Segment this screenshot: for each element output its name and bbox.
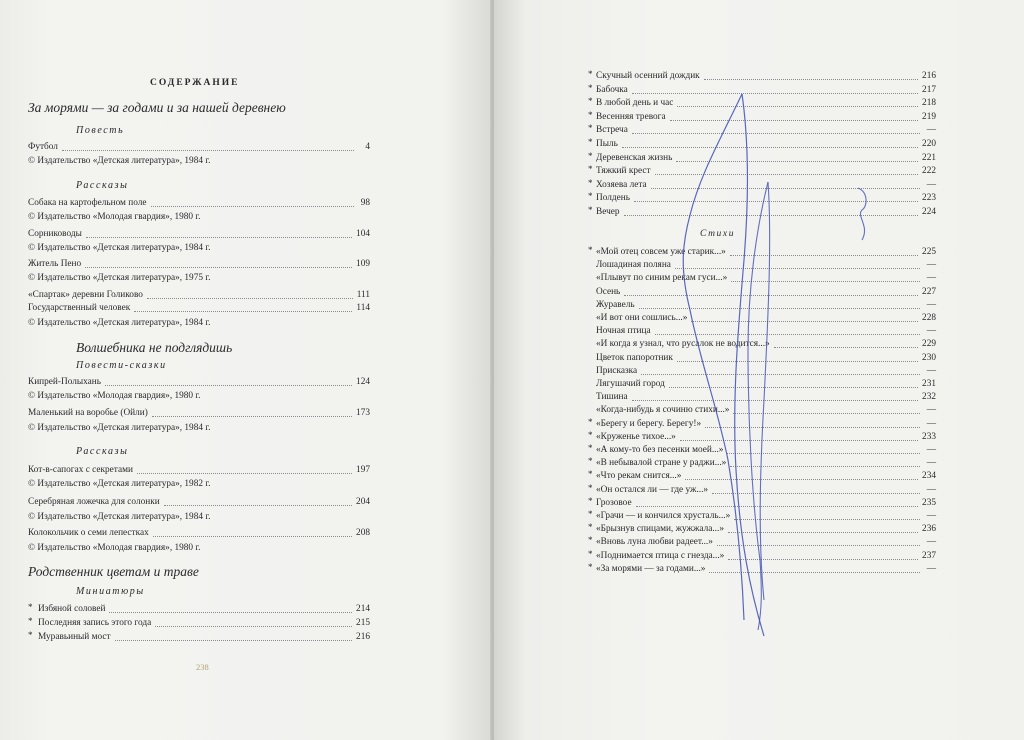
toc-entry: Весенняя тревога 219 — [596, 111, 936, 122]
asterisk-mark: * — [588, 416, 593, 427]
publisher-note: © Издательство «Детская литература», 1984 г. — [28, 512, 211, 522]
subsection-label: Повести-сказки — [76, 360, 167, 371]
asterisk-mark: * — [588, 177, 593, 188]
asterisk-mark: * — [588, 245, 593, 255]
toc-entry: «Что рекам снится...» 234 — [596, 471, 936, 482]
asterisk-mark: * — [588, 123, 593, 134]
asterisk-mark: * — [588, 82, 593, 93]
toc-entry: Кипрей-Полыхань 124 — [28, 377, 370, 387]
toc-entry: «Брызнув спицами, жужжала...» 236 — [596, 524, 936, 535]
toc-entry: Присказка — — [596, 365, 936, 376]
toc-entry: Грозовое 235 — [596, 497, 936, 508]
toc-entry: Вечер 224 — [596, 207, 936, 217]
toc-entry: «А кому-то без песенки моей...» — — [596, 445, 936, 455]
subsection-label: Рассказы — [76, 446, 129, 457]
toc-entry: Муравьиный мост 216 — [38, 632, 370, 642]
asterisk-mark: * — [588, 96, 593, 107]
toc-entry: «Когда-нибудь я сочиню стихи...» — — [596, 405, 936, 416]
toc-entry: Футбол 4 — [28, 142, 370, 152]
toc-entry: «Плывут по синим рекам гуси...» — — [596, 273, 936, 284]
asterisk-mark: * — [28, 602, 33, 612]
toc-entry: Скучный осенний дождик 216 — [596, 71, 936, 81]
toc-entry: В любой день и час 218 — [596, 98, 936, 109]
asterisk-mark: * — [28, 616, 33, 626]
asterisk-mark: * — [588, 522, 593, 533]
toc-entry: Последняя запись этого года 215 — [38, 618, 370, 628]
asterisk-mark: * — [588, 150, 593, 161]
toc-entry: «Поднимается птица с гнезда...» 237 — [596, 550, 936, 561]
publisher-note: © Издательство «Детская литература», 1984 г. — [28, 243, 211, 253]
toc-entry: «Грачи — и кончился хрусталь...» — — [596, 511, 936, 521]
toc-entry: Бабочка 217 — [596, 84, 936, 95]
asterisk-mark: * — [588, 191, 593, 202]
page-number: 238 — [196, 662, 209, 672]
publisher-note: © Издательство «Детская литература», 1984 г. — [28, 156, 211, 166]
section-title: За морями — за годами и за нашей деревнею — [28, 100, 286, 115]
asterisk-mark: * — [588, 137, 593, 147]
asterisk-mark: * — [588, 443, 593, 453]
asterisk-mark: * — [588, 482, 593, 493]
toc-entry: Лошадиная поляна — — [596, 260, 936, 271]
toc-entry: Тишина 232 — [596, 392, 936, 403]
toc-entry: Хозяева лета — — [596, 179, 936, 190]
asterisk-mark: * — [588, 109, 593, 120]
toc-entry: «За морями — за годами...» — — [596, 563, 936, 574]
toc-entry: Маленький на воробье (Ойли) 173 — [28, 408, 370, 418]
toc-entry: Колокольчик о семи лепестках 208 — [28, 528, 370, 538]
toc-entry: «Он остался ли — где уж...» — — [596, 484, 936, 495]
toc-entry: Журавель — — [596, 299, 936, 310]
toc-entry: Деревенская жизнь 221 — [596, 152, 936, 163]
asterisk-mark: * — [588, 69, 593, 79]
toc-entry: Полдень 223 — [596, 193, 936, 204]
toc-entry: «И когда я узнал, что русалок не водится...» 229 — [596, 339, 936, 350]
subsection-label: Повесть — [76, 125, 125, 136]
toc-entry: Встреча — — [596, 125, 936, 136]
toc-entry: «Мой отец совсем уже старик...» 225 — [596, 247, 936, 257]
toc-entry: Избяной соловей 214 — [38, 604, 370, 614]
asterisk-mark: * — [588, 548, 593, 559]
toc-entry: «В небывалой стране у раджи...» — — [596, 458, 936, 469]
publisher-note: © Издательство «Детская литература», 1975 г. — [28, 273, 211, 283]
publisher-note: © Издательство «Молодая гвардия», 1980 г. — [28, 543, 201, 553]
asterisk-mark: * — [588, 495, 593, 506]
left-page — [0, 0, 492, 740]
toc-entry: «И вот они сошлись...» 228 — [596, 313, 936, 323]
toc-entry: Собака на картофельном поле 98 — [28, 198, 370, 208]
toc-entry: Цветок папоротник 230 — [596, 352, 936, 363]
toc-entry: «Вновь луна любви радеет...» — — [596, 537, 936, 548]
contents-heading: СОДЕРЖАНИЕ — [150, 78, 240, 88]
asterisk-mark: * — [588, 429, 593, 440]
publisher-note: © Издательство «Детская литература», 1984 г. — [28, 423, 211, 433]
publisher-note: © Издательство «Молодая гвардия», 1980 г. — [28, 212, 201, 222]
asterisk-mark: * — [588, 535, 593, 546]
toc-entry: Государственный человек 114 — [28, 303, 370, 313]
asterisk-mark: * — [588, 509, 593, 519]
subsection-label: Миниатюры — [76, 586, 145, 597]
toc-entry: «Берегу и берегу. Берегу!» — — [596, 418, 936, 429]
asterisk-mark: * — [588, 561, 593, 572]
toc-entry: Серебряная ложечка для солонки 204 — [28, 497, 370, 507]
asterisk-mark: * — [588, 469, 593, 480]
section-title: Волшебника не подглядишь — [76, 340, 233, 355]
toc-entry: Житель Пено 109 — [28, 259, 370, 269]
subsection-label: Стихи — [700, 229, 736, 239]
toc-entry: Кот-в-сапогах с секретами 197 — [28, 465, 370, 475]
toc-entry: «Спартак» деревни Голиково 111 — [28, 290, 370, 300]
asterisk-mark: * — [588, 205, 593, 215]
toc-entry: Осень 227 — [596, 286, 936, 297]
toc-entry: «Круженье тихое...» 233 — [596, 431, 936, 442]
toc-entry: Ночная птица — — [596, 326, 936, 337]
asterisk-mark: * — [28, 630, 33, 640]
publisher-note: © Издательство «Детская литература», 1984 г. — [28, 318, 211, 328]
section-title: Родственник цветам и траве — [28, 564, 199, 579]
asterisk-mark: * — [588, 164, 593, 175]
publisher-note: © Издательство «Детская литература», 1982 г. — [28, 479, 211, 489]
toc-entry: Лягушачий город 231 — [596, 379, 936, 389]
asterisk-mark: * — [588, 456, 593, 467]
toc-entry: Пыль 220 — [596, 139, 936, 149]
toc-entry: Тяжкий крест 222 — [596, 166, 936, 177]
subsection-label: Рассказы — [76, 180, 129, 191]
publisher-note: © Издательство «Молодая гвардия», 1980 г. — [28, 391, 201, 401]
toc-entry: Сорниководы 104 — [28, 229, 370, 239]
